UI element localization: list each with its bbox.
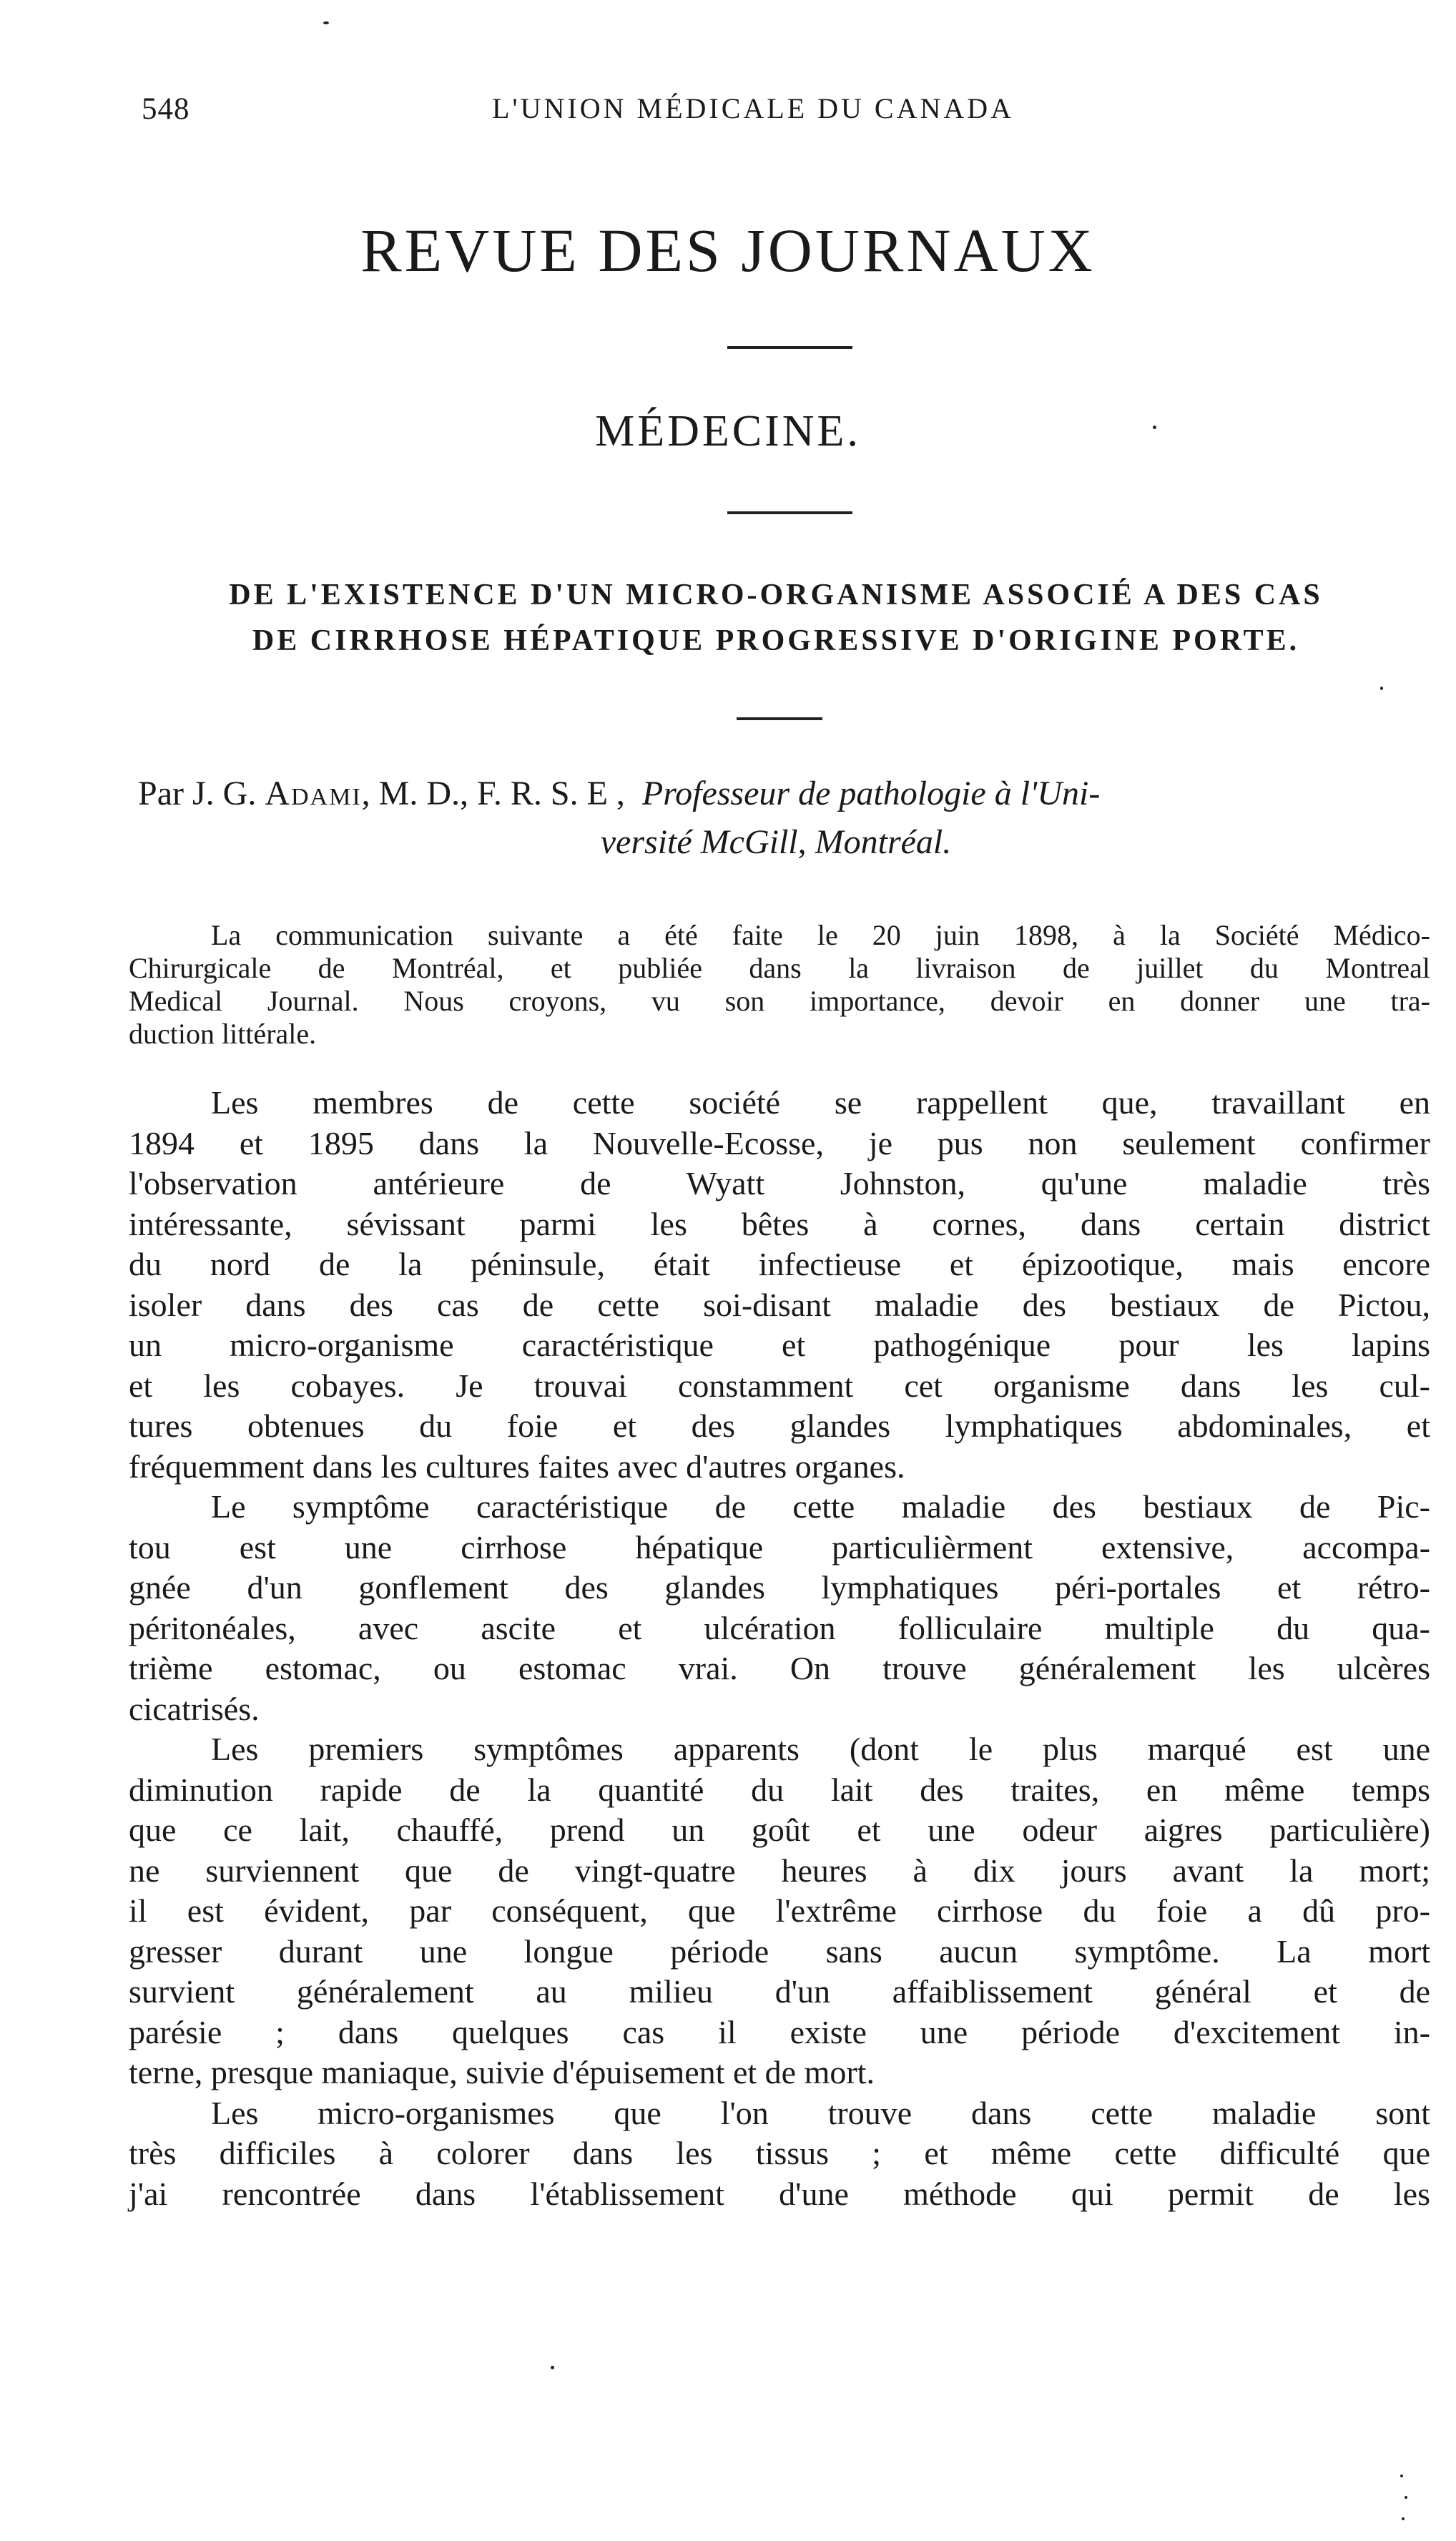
body-line: péritonéales, avec ascite et ulcération folliculaire multiple du qua- [129,1609,1430,1646]
section-heading: MÉDECINE. [595,407,861,456]
body-line: tou est une cirrhose hépatique particulièrment extensive, accompa- [129,1528,1430,1566]
article-title-line: DE CIRRHOSE HÉPATIQUE PROGRESSIVE D'ORIGINE PORTE. [252,624,1300,657]
body-line: gnée d'un gonflement des glandes lymphatiques péri-portales et rétro- [129,1569,1430,1606]
divider-rule [737,717,822,720]
article-title [132,572,1420,664]
scan-speck [1405,2496,1407,2499]
running-head [142,92,1370,134]
author-degrees: , M. D., F. R. S. E , [361,775,625,812]
body-line: terne, presque maniaque, suivie d'épuisement et de mort. [129,2054,875,2090]
body-line: intéressante, sévissant parmi les bêtes à cornes, dans certain district [129,1205,1430,1242]
body-line: parésie ; dans quelques cas il existe une période d'excitement in- [129,2013,1430,2050]
body-line: ne surviennent que de vingt-quatre heures à dix jours avant la mort; [129,1852,1430,1889]
intro-note [129,919,1430,1051]
body-line: Le symptôme caractéristique de cette maladie des bestiaux de Pic- [211,1488,1430,1525]
scan-speck [323,21,329,24]
body-line: j'ai rencontrée dans l'établissement d'une méthode qui permit de les [129,2175,1430,2212]
body-line: 1894 et 1895 dans la Nouvelle-Ecosse, je pus non seulement confirmer [129,1124,1430,1161]
author-affiliation-cont: versité McGill, Montréal. [600,823,952,861]
scan-speck [1400,2474,1403,2477]
body-line: l'observation antérieure de Wyatt Johnston, qu'une maladie très [129,1165,1430,1201]
body-line: du nord de la péninsule, était infectieuse et épizootique, mais encore [129,1246,1430,1282]
author-affiliation: Professeur de pathologie à l'Uni- [641,775,1101,812]
article-body [129,1083,1430,2214]
body-line: cicatrisés. [129,1690,260,1727]
byline-author-line [138,770,1100,818]
byline-affiliation-line [132,818,1420,867]
body-line: il est évident, par conséquent, que l'extrême cirrhose du foie a dû pro- [129,1892,1430,1929]
journal-name: L'UNION MÉDICALE DU CANADA [492,92,1015,124]
intro-line: Medical Journal. Nous croyons, vu son importance, devoir en donner une tra- [129,985,1430,1017]
body-line: que ce lait, chauffé, prend un goût et une odeur aigres particulière) [129,1812,1430,1848]
body-line: un micro-organisme caractéristique et pathogénique pour les lapins [129,1327,1430,1363]
page-title: REVUE DES JOURNAUX [360,216,1096,285]
scan-speck [1402,2517,1405,2520]
body-line: Les micro-organismes que l'on trouve dans cette maladie sont [211,2094,1430,2131]
body-line: très difficiles à colorer dans les tissus ; et même cette difficulté que [129,2135,1430,2171]
intro-line: La communication suivante a été faite le 20 juin 1898, à la Société Médico- [211,919,1430,951]
body-line: isoler dans des cas de cette soi-disant maladie des bestiaux de Pictou, [129,1286,1430,1323]
body-line: survient généralement au milieu d'un affaiblissement général et de [129,1973,1430,2010]
body-line: gresser durant une longue période sans aucun symptôme. La mort [129,1932,1430,1970]
author-name: Adami [265,775,362,812]
body-line: Les premiers symptômes apparents (dont le plus marqué est une [211,1731,1430,1767]
body-line: tures obtenues du foie et des glandes lymphatiques abdominales, et [129,1407,1430,1444]
scan-speck [551,2366,554,2369]
divider-rule [727,346,852,349]
body-line: diminution rapide de la quantité du lait des traites, en même temps [129,1771,1430,1808]
byline-prefix: Par J. G. [138,775,265,812]
body-line: fréquemment dans les cultures faites avec d'autres organes. [129,1448,905,1485]
body-line: trième estomac, ou estomac vrai. On trouve généralement les ulcères [129,1650,1430,1686]
intro-line: Chirurgicale de Montréal, et publiée dans la livraison de juillet du Montreal [129,952,1430,984]
intro-line: duction littérale. [129,1018,317,1050]
article-title-line: DE L'EXISTENCE D'UN MICRO-ORGANISME ASSOCIÉ A DES CAS [229,579,1323,611]
body-line: Les membres de cette société se rappellent que, travaillant en [211,1084,1430,1121]
divider-rule [727,511,852,514]
body-line: et les cobayes. Je trouvai constamment cet organisme dans les cul- [129,1367,1430,1404]
scan-speck [1380,687,1383,690]
page-number: 548 [142,92,190,126]
